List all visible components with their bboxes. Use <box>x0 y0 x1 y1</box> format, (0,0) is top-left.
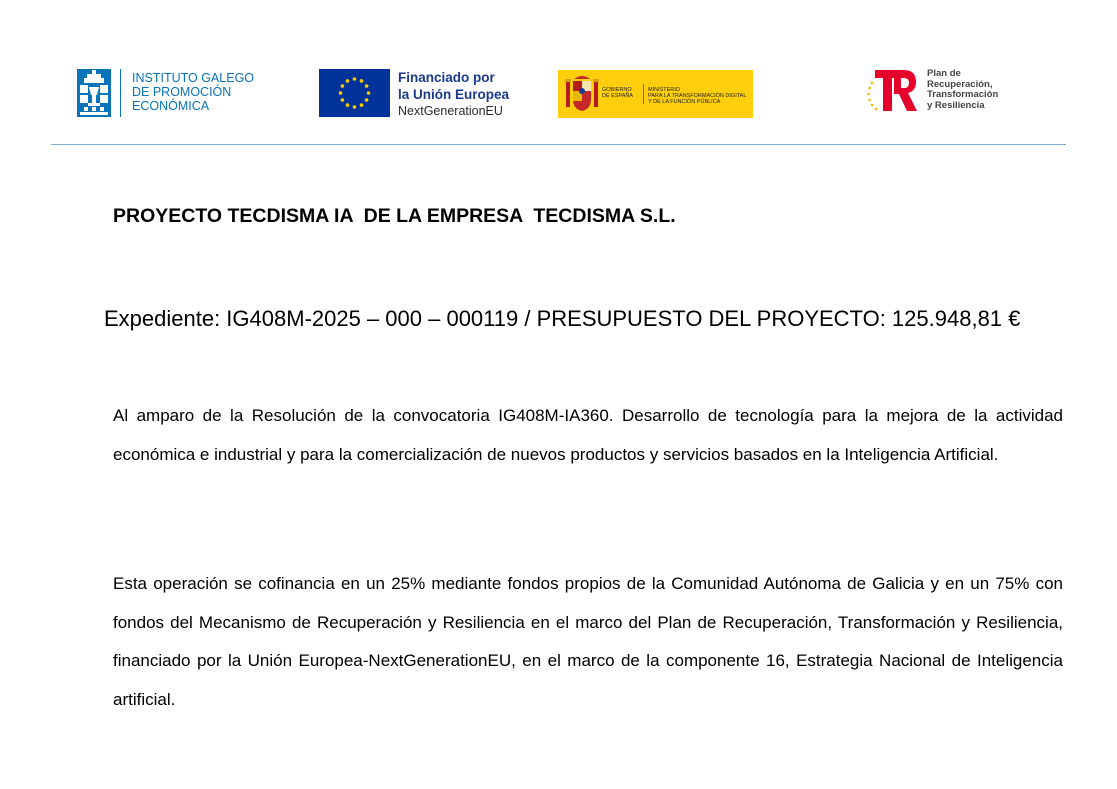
ministerio-line: MINISTERIO <box>648 87 681 93</box>
paragraph-cofinancing: Esta operación se cofinancia en un 25% mediante fondos propios de la Comunidad Autónoma de Galicia y en un 75% con fondos del Mecanismo de Recuperación y Resiliencia en el marco del Plan de Recuperación, Transformación y Resiliencia, financiado por la Unión Europea-NextGenerationEU, en el marco de la componente 16, Estrategia Nacional de Inteligencia artificial. <box>113 574 1063 709</box>
gobierno-divider <box>643 84 644 104</box>
gobierno-line: DE ESPAÑA <box>602 93 634 99</box>
ministerio-line: PARA LA TRANSFORMACIÓN DIGITAL <box>648 93 747 99</box>
paragraph-resolution: Al amparo de la Resolución de la convocatoria IG408M-IA360. Desarrollo de tecnología para la mejora de la actividad económica e industrial y para la comercialización de nuevos productos y servicios basados en la Inteligencia Artificial. <box>113 406 1063 464</box>
prtr-emblem-icon <box>866 69 922 113</box>
igape-logo <box>77 69 254 117</box>
igape-line: INSTITUTO GALEGO <box>132 71 255 85</box>
prtr-logo <box>866 68 999 118</box>
igape-divider <box>120 69 121 117</box>
spain-coat-of-arms-icon <box>565 75 599 113</box>
gobierno-line: GOBIERNO <box>602 87 632 93</box>
eu-line-1: Financiado por <box>398 70 495 85</box>
prtr-line: y Resiliencia <box>927 99 985 111</box>
ministerio-line: Y DE LA FUNCIÓN PÚBLICA <box>648 99 721 105</box>
prtr-line: Recuperación, <box>927 78 993 90</box>
gobierno-espana-logo <box>558 70 753 118</box>
igape-name <box>132 71 254 113</box>
expediente-line: Expediente: IG408M-2025 – 000 – 000119 / PRESUPUESTO DEL PROYECTO: 125.948,81 € <box>104 306 1021 331</box>
ministerio-text <box>648 87 746 105</box>
igape-line: ECONÓMICA <box>132 99 210 113</box>
header-divider <box>51 144 1066 145</box>
eu-funding-logo <box>319 69 509 120</box>
eu-line-2: la Unión Europea <box>398 87 510 102</box>
prtr-line: Transformación <box>927 89 999 100</box>
igape-line: DE PROMOCIÓN <box>132 85 232 99</box>
project-title: PROYECTO TECDISMA IA DE LA EMPRESA TECDISMA S.L. <box>113 205 676 227</box>
xunta-emblem-icon <box>77 69 111 117</box>
prtr-line: Plan de <box>927 68 961 79</box>
eu-funding-text <box>398 69 509 120</box>
logo-bar <box>0 0 1117 140</box>
eu-line-3: NextGenerationEU <box>398 104 503 118</box>
prtr-text <box>927 69 998 111</box>
eu-flag-icon <box>319 69 390 117</box>
gobierno-text <box>602 87 633 99</box>
